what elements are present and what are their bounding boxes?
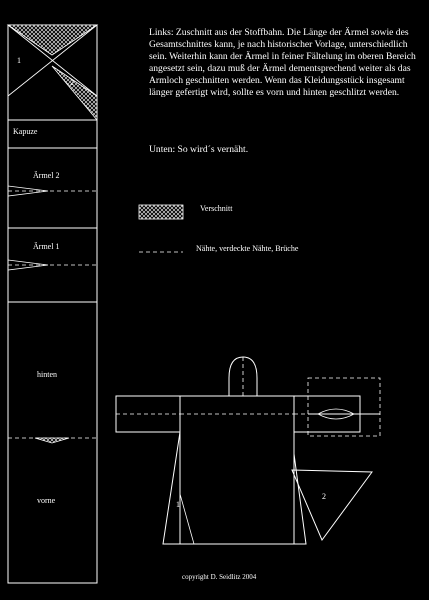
neck-cutout (35, 438, 69, 443)
gore-label-1: 1 (176, 500, 180, 509)
legend-seams-label: Nähte, verdeckte Nähte, Brüche (196, 244, 299, 253)
strip-label-sleeve-2: Ärmel 2 (33, 171, 60, 180)
strip-label-piece-2: 2 (70, 78, 74, 87)
gore-label-2: 2 (322, 492, 326, 501)
legend-waste-label: Verschnitt (200, 204, 233, 213)
strip-label-back: hinten (37, 370, 57, 379)
copyright: copyright D. Seidlitz 2004 (182, 573, 257, 581)
gore-left (163, 432, 180, 544)
strip-label-front: vorne (37, 496, 56, 505)
strip-label-sleeve-1: Ärmel 1 (33, 242, 60, 251)
strip-label-piece-1: 1 (17, 56, 21, 65)
sleeve-detail (308, 378, 380, 436)
sewing-note: Unten: So wird´s vernäht. (149, 144, 249, 155)
description-paragraph: Links: Zuschnitt aus der Stoffbahn. Die Länge der Ärmel sowie des Gesamtschnittes kann, je nach historischer Vorlage, unterschiedlich sein. Weiterhin kann der Ärmel in feiner Fältelung im oberen Bereich angesetzt sein, dazu muß der Ärmel dementsprechend weiter als das Armloch geschnitten werden. Wenn das Kleidungsstück insgesamt länger gefertigt wird, sollte es vorn und hinten geschlitzt werden. (149, 27, 416, 98)
legend-waste-swatch (139, 205, 183, 219)
hood (229, 357, 257, 396)
assembled-garment (116, 357, 380, 544)
waste-area-top (8, 25, 97, 55)
waste-area-bottom (52, 66, 97, 120)
strip-label-hood: Kapuze (13, 127, 38, 136)
